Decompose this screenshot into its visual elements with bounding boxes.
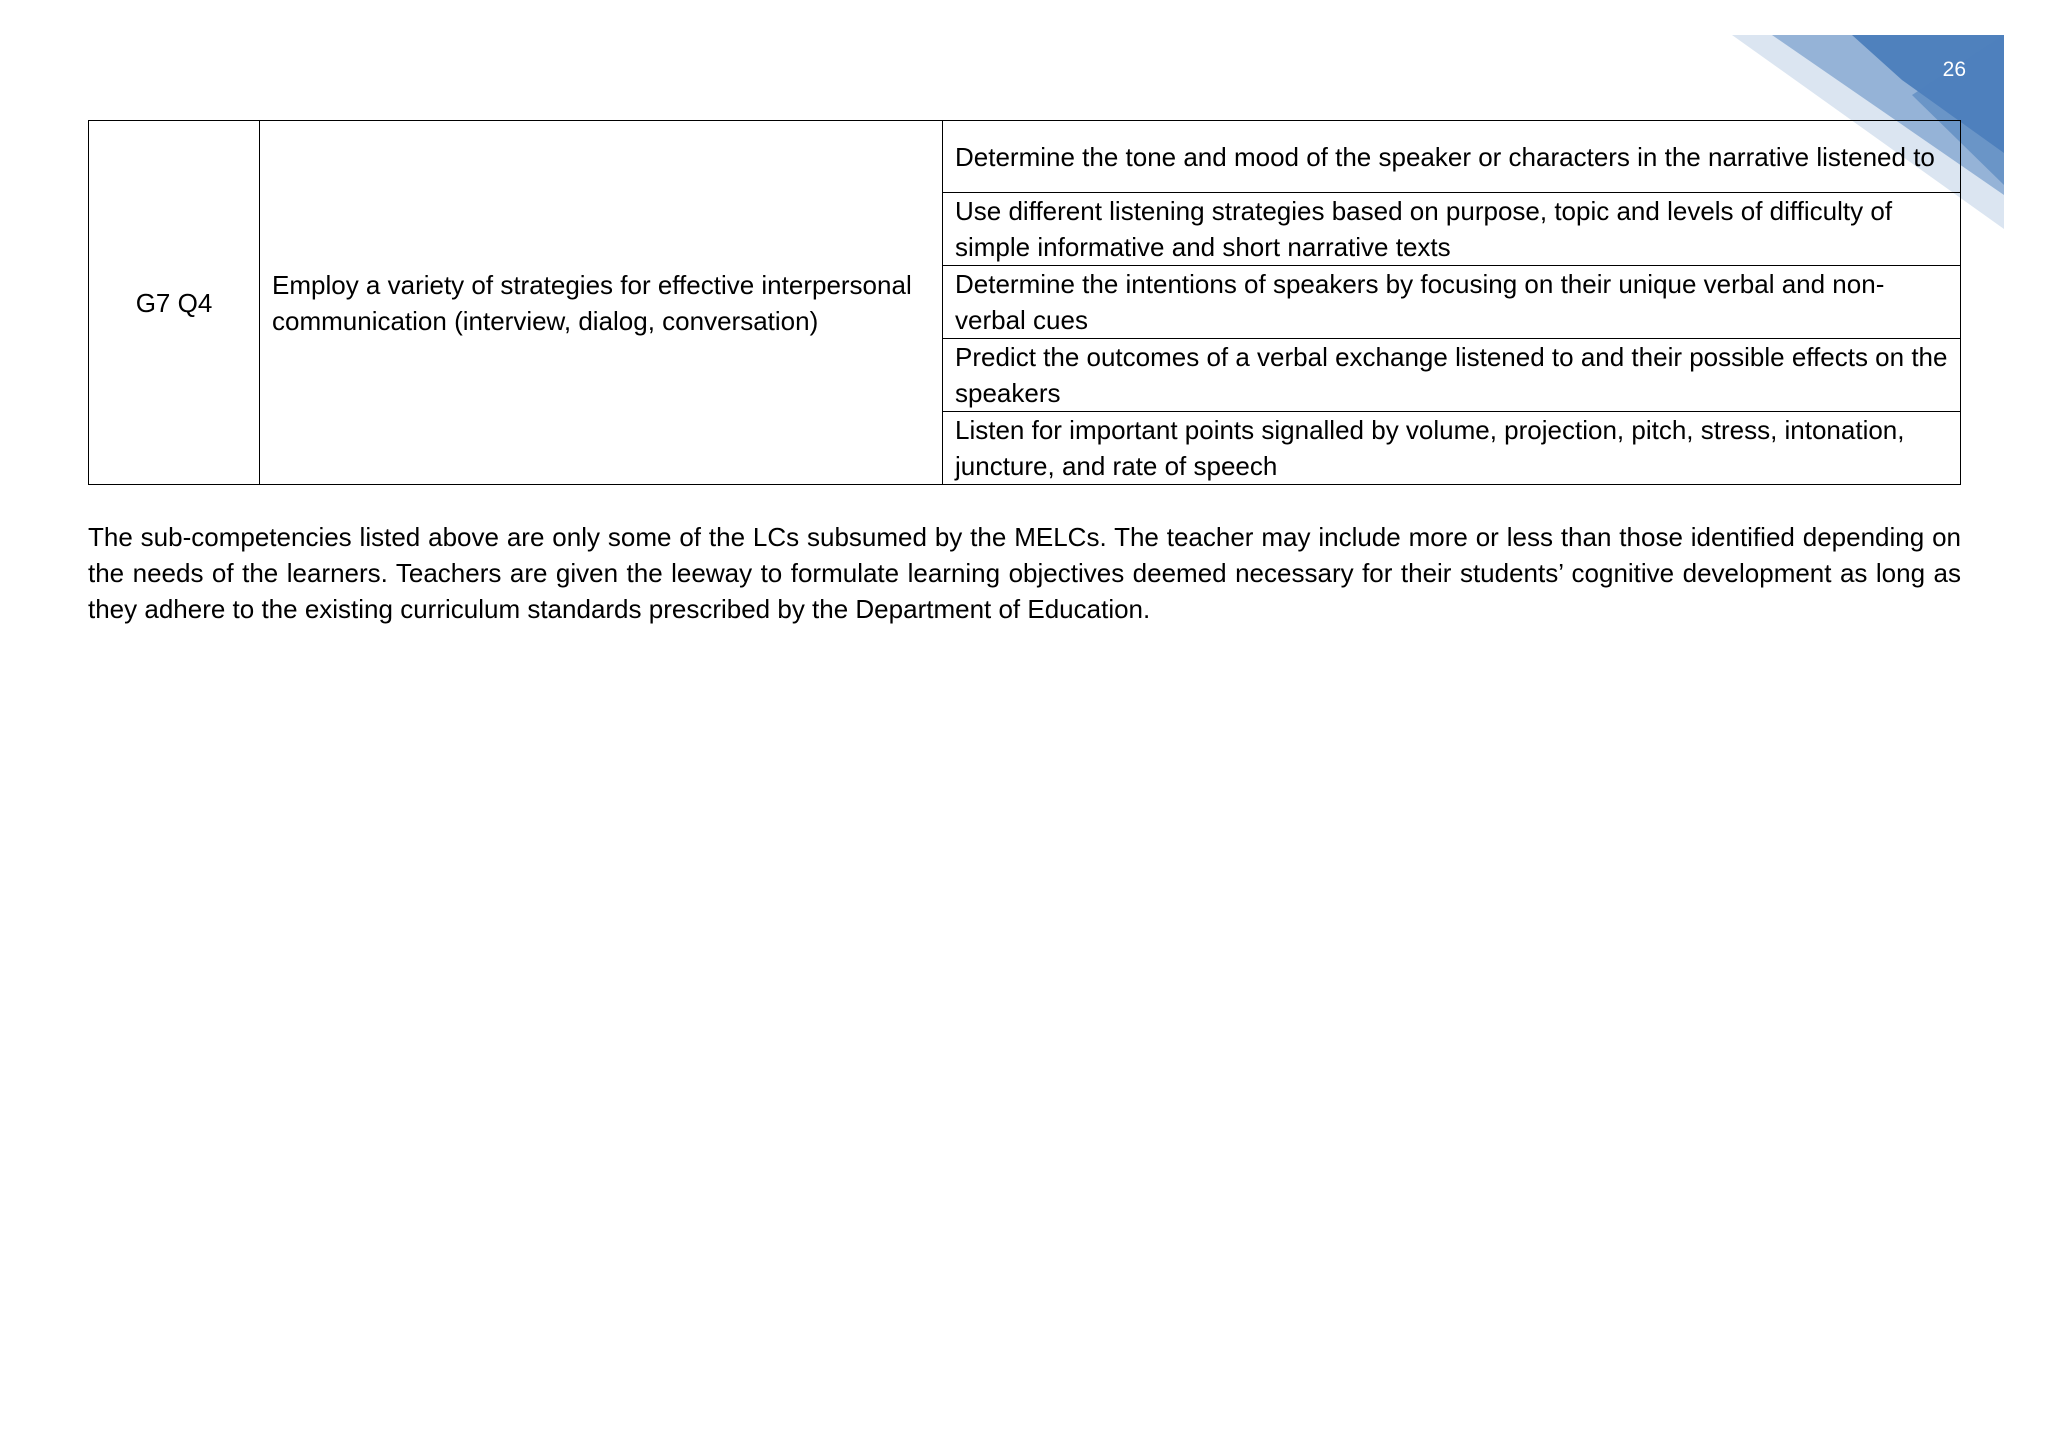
sub-competency-cell: Predict the outcomes of a verbal exchange listened to and their possible effects on the speakers xyxy=(943,339,1961,412)
sub-competency-cell: Use different listening strategies based on purpose, topic and levels of difficulty of simple informative and short narrative texts xyxy=(943,193,1961,266)
sub-competency-cell: Determine the tone and mood of the speaker or characters in the narrative listened to xyxy=(943,121,1961,193)
competency-table xyxy=(88,120,1961,485)
competency-cell: Employ a variety of strategies for effective interpersonal communication (interview, dialog, conversation) xyxy=(260,121,943,485)
page-number: 26 xyxy=(1942,58,1966,81)
grade-quarter-cell: G7 Q4 xyxy=(89,121,260,485)
sub-competency-cell: Determine the intentions of speakers by focusing on their unique verbal and non-verbal cues xyxy=(943,266,1961,339)
table-row xyxy=(89,121,1961,193)
sub-competency-cell: Listen for important points signalled by volume, projection, pitch, stress, intonation, juncture, and rate of speech xyxy=(943,412,1961,485)
note-paragraph: The sub-competencies listed above are only some of the LCs subsumed by the MELCs. The teacher may include more or less than those identified depending on the needs of the learners. Teachers are given the leeway to formulate learning objectives deemed necessary for their students’ cognitive development as long as they adhere to the existing curriculum standards prescribed by the Department of Education. xyxy=(88,522,1961,624)
